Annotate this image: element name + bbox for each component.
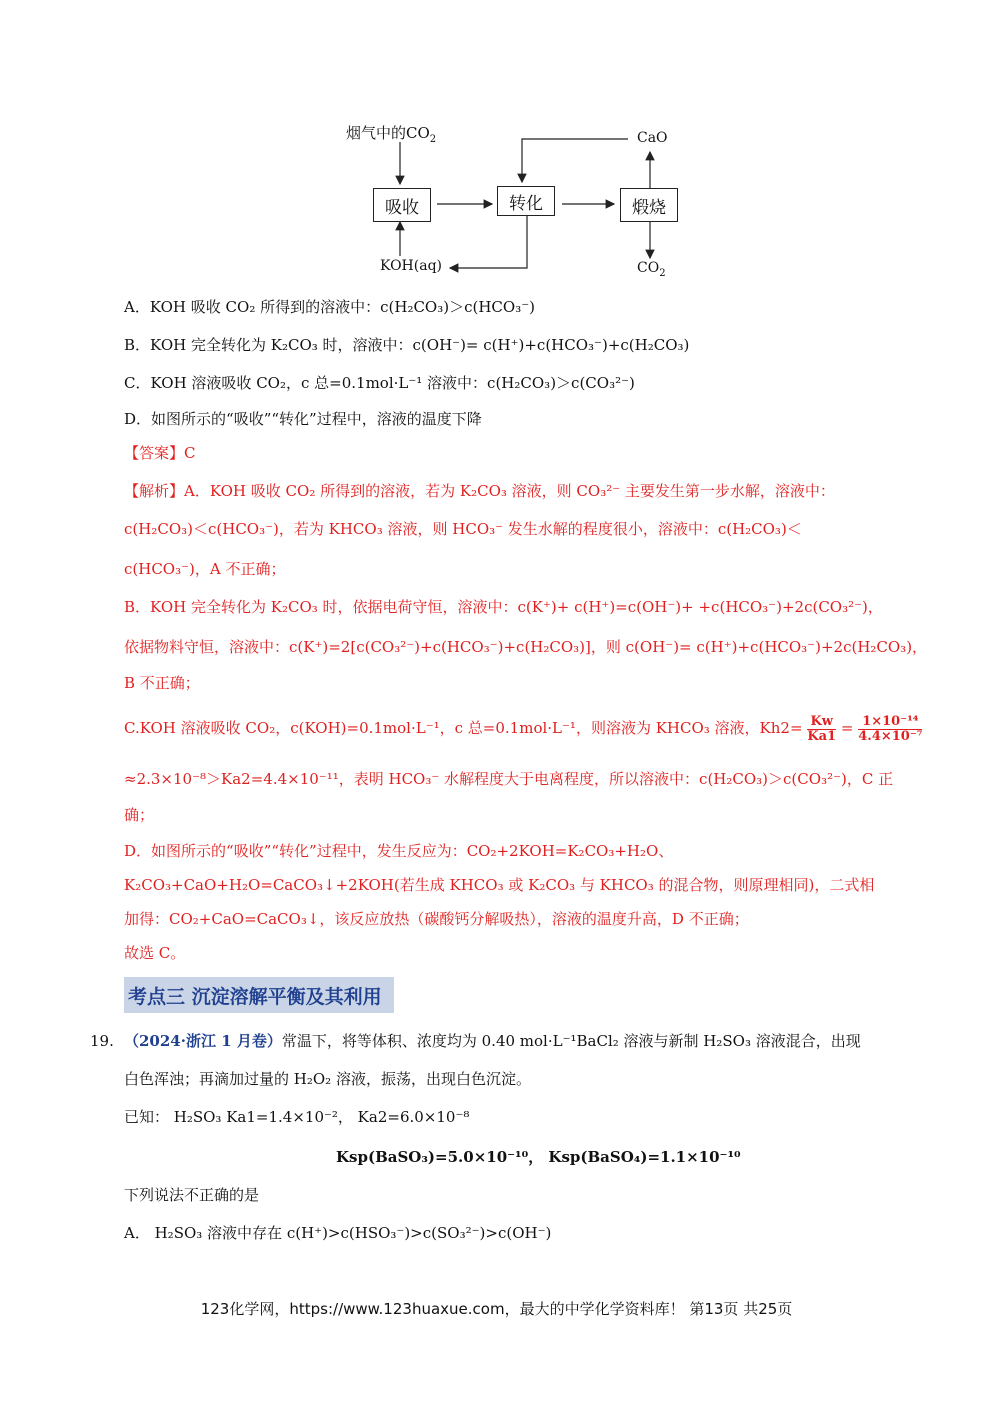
- analysis-line-10: D．如图所示的“吸收”“转化”过程中，发生反应为：CO₂+2KOH=K₂CO₃+H₂O、: [124, 842, 674, 860]
- analysis-line-9: 确；: [124, 806, 155, 824]
- analysis-line-1: 【解析】A．KOH 吸收 CO₂ 所得到的溶液，若为 K₂CO₃ 溶液，则 CO₃²⁻ 主要发生第一步水解，溶液中：: [124, 482, 835, 500]
- option-d: D．如图所示的“吸收”“转化”过程中，溶液的温度下降: [124, 410, 482, 428]
- answer: 【答案】C: [124, 444, 196, 462]
- analysis-line-11: K₂CO₃+CaO+H₂O=CaCO₃↓+2KOH(若生成 KHCO₃ 或 K₂CO₃ 与 KHCO₃ 的混合物，则原理相同)，二式相: [124, 876, 875, 894]
- section-title: 考点三 沉淀溶解平衡及其利用: [124, 977, 394, 1013]
- question-19-prompt: 下列说法不正确的是: [124, 1186, 260, 1204]
- question-19-line-1: （2024·浙江 1 月卷）常温下，将等体积、浓度均为 0.40 mol·L⁻¹BaCl₂ 溶液与新制 H₂SO₃ 溶液混合，出现: [124, 1032, 861, 1050]
- option-a: A．KOH 吸收 CO₂ 所得到的溶液中：c(H₂CO₃)＞c(HCO₃⁻): [124, 298, 535, 316]
- input-gas-label: 烟气中的$CO_2$: [346, 124, 437, 145]
- question-19-line-2: 白色浑浊；再滴加过量的 H₂O₂ 溶液，振荡，出现白色沉淀。: [124, 1070, 531, 1088]
- arrow-cao-to-convert: [522, 139, 628, 182]
- analysis-line-2: c(H₂CO₃)＜c(HCO₃⁻)，若为 KHCO₃ 溶液，则 HCO₃⁻ 发生水解的程度很小，溶液中：c(H₂CO₃)＜: [124, 520, 802, 538]
- option-c: C．KOH 溶液吸收 CO₂，c 总=0.1mol·L⁻¹ 溶液中：c(H₂CO₃)＞c(CO₃²⁻): [124, 374, 635, 392]
- fraction-kw-ka1: $\frac{Kw}{Ka1}$: [807, 713, 837, 744]
- analysis-line-8: ≈2.3×10⁻⁸＞Ka2=4.4×10⁻¹¹，表明 HCO₃⁻ 水解程度大于电离程度，所以溶液中：c(H₂CO₃)＞c(CO₃²⁻)，C 正: [124, 770, 894, 788]
- arrow-convert-to-koh: [450, 214, 527, 268]
- cao-label: CaO: [637, 130, 668, 146]
- question-19-option-a: A． H₂SO₃ 溶液中存在 c(H⁺)>c(HSO₃⁻)>c(SO₃²⁻)>c(OH⁻): [124, 1224, 552, 1242]
- analysis-line-6: B 不正确；: [124, 674, 200, 692]
- question-19-number: 19.: [90, 1032, 114, 1050]
- convert-box: 转化: [497, 186, 555, 216]
- analysis-line-12: 加得：CO₂+CaO=CaCO₃↓，该反应放热（碳酸钙分解吸热），溶液的温度升高，D 不正确；: [124, 910, 749, 928]
- question-19-known: 已知： H₂SO₃ Ka1=1.4×10⁻²， Ka2=6.0×10⁻⁸: [124, 1108, 470, 1126]
- question-19-ksp: Ksp(BaSO₃)=5.0×10⁻¹⁰， Ksp(BaSO₄)=1.1×10⁻¹⁰: [336, 1148, 741, 1166]
- page-footer: 123化学网，https://www.123huaxue.com，最大的中学化学资料库！ 第13页 共25页: [200, 1300, 793, 1318]
- analysis-line-4: B．KOH 完全转化为 K₂CO₃ 时，依据电荷守恒，溶液中：c(K⁺)+ c(H⁺)=c(OH⁻)+ +c(HCO₃⁻)+2c(CO₃²⁻)，: [124, 598, 883, 616]
- option-b: B．KOH 完全转化为 K₂CO₃ 时，溶液中：c(OH⁻)= c(H⁺)+c(HCO₃⁻)+c(H₂CO₃): [124, 336, 690, 354]
- process-diagram: [0, 0, 993, 290]
- fraction-values: $\frac{\text{1×10⁻¹⁴}}{\text{4.4×10⁻⁷}}$: [858, 713, 923, 744]
- co2-out-label: $CO_2$: [637, 260, 666, 279]
- analysis-line-3: c(HCO₃⁻)，A 不正确；: [124, 560, 286, 578]
- koh-label: KOH(aq): [380, 258, 443, 274]
- analysis-line-5: 依据物料守恒，溶液中：c(K⁺)=2[c(CO₃²⁻)+c(HCO₃⁻)+c(H₂CO₃)]，则 c(OH⁻)= c(H⁺)+c(HCO₃⁻)+2c(H₂CO₃)，: [124, 638, 928, 656]
- analysis-line-13: 故选 C。: [124, 944, 186, 962]
- calcine-box: 煅烧: [620, 188, 678, 222]
- question-source: （2024·浙江 1 月卷）: [124, 1032, 282, 1050]
- analysis-line-7: C.KOH 溶液吸收 CO₂，c(KOH)=0.1mol·L⁻¹，c 总=0.1mol·L⁻¹，则溶液为 KHCO₃ 溶液，Kh2= $\frac{Kw}{Ka1}$ = $\frac{\text{1×10⁻¹⁴}}{\text{4.4×10⁻⁷}}$: [124, 713, 923, 744]
- absorb-box: 吸收: [373, 188, 431, 222]
